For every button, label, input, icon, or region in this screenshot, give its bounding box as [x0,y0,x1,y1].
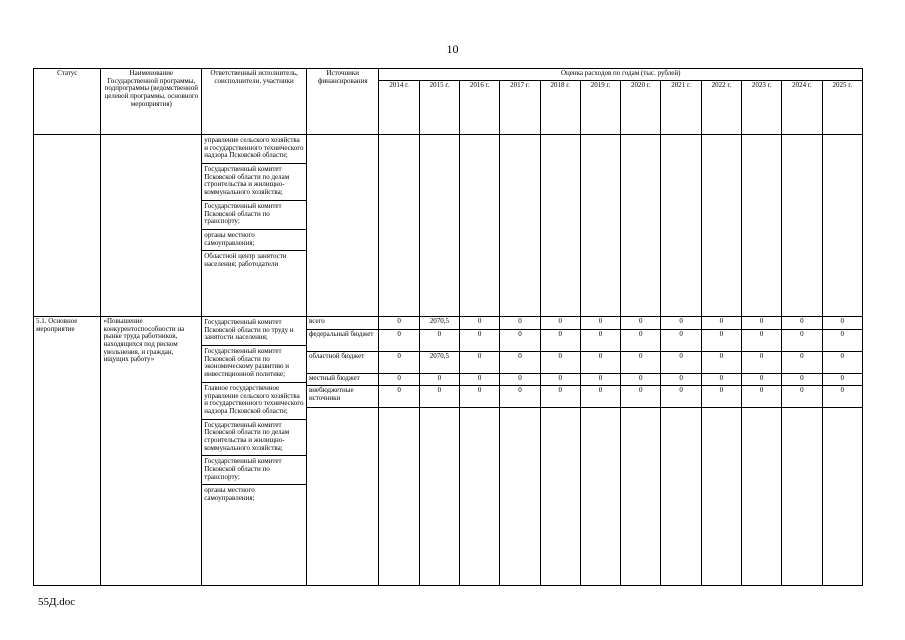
participant-entry: Государственный комитет Псковской области по делам строительства и жилищно-коммунального хозяйства; [202,164,306,201]
funding-value: 0 [580,386,620,408]
funding-value: 0 [500,330,540,352]
participant-entry: Главное государственное управление сельского хозяйства и государственного технического надзора Псковской области; [202,383,306,420]
funding-value: 0 [540,330,580,352]
header-estimate: Оценка расходов по годам (тыс. рублей) [379,69,863,81]
funding-value: 0 [782,330,822,352]
funding-source: местный бюджет [306,374,379,386]
blank-cell [379,408,419,586]
blank-cell [306,408,379,586]
continued-status-cell [34,135,101,317]
participant-entry: Областной центр занятости населения; работодатели [204,252,287,268]
funding-value: 0 [580,317,620,330]
blank-cell [580,408,620,586]
header-year: 2022 г. [701,81,741,135]
funding-value: 0 [822,352,862,374]
participant-entry: Государственный комитет Псковской области по экономическому развитию и инвестиционной политике; [202,346,306,383]
funding-value: 0 [782,386,822,408]
header-sources: Источники финансирования [306,69,379,135]
header-year: 2021 г. [661,81,701,135]
funding-value: 0 [500,374,540,386]
continued-sources-cell [306,135,379,317]
blank-cell [822,408,862,586]
measure-participants-cell [202,317,307,586]
funding-value: 0 [540,352,580,374]
header-year: 2020 г. [621,81,661,135]
continued-block-row [34,135,863,317]
header-status: Статус [34,69,101,135]
blank-cell [621,408,661,586]
funding-value: 0 [540,317,580,330]
participant-entry: органы местного самоуправления; [204,486,255,503]
blank-cell [540,408,580,586]
funding-value: 0 [419,386,459,408]
measure-name-cell: «Повышение конкурентоспособности на рынке труда работников, находящихся под риском увольнения, и граждан, ищущих работу» [101,317,202,586]
participant-entry: управление сельского хозяйства и государственного технического надзора Псковской области; [202,135,306,164]
funding-value: 0 [621,374,661,386]
funding-value: 0 [822,317,862,330]
header-year: 2024 г. [782,81,822,135]
funding-value: 0 [742,330,782,352]
blank-cell [742,408,782,586]
participant-entry: Государственный комитет Псковской области по делам строительства и жилищно-коммунального хозяйства; [202,420,306,457]
participant-entry: Государственный комитет Псковской области по транспорту; [202,456,306,485]
participant-entry: органы местного самоуправления; [202,230,306,251]
continued-name-cell [101,135,202,317]
header-year: 2014 г. [379,81,419,135]
funding-value: 0 [621,352,661,374]
funding-value: 0 [460,374,500,386]
header-year: 2025 г. [822,81,862,135]
funding-value: 0 [822,374,862,386]
funding-value: 0 [500,386,540,408]
header-year: 2017 г. [500,81,540,135]
funding-value: 0 [460,386,500,408]
participant-entry: Государственный комитет Псковской области по транспорту; [202,201,306,230]
blank-cell [782,408,822,586]
funding-value: 0 [580,352,620,374]
funding-value: 0 [782,317,822,330]
header-year: 2019 г. [580,81,620,135]
blank-cell [460,408,500,586]
blank-cell [661,408,701,586]
funding-value: 2070,5 [419,352,459,374]
funding-value: 0 [580,330,620,352]
funding-value: 0 [500,317,540,330]
blank-cell [419,408,459,586]
header-year: 2016 г. [460,81,500,135]
blank-cell [500,408,540,586]
continued-participants-cell [202,135,307,317]
funding-value: 0 [460,330,500,352]
funding-value: 0 [661,330,701,352]
blank-cell [701,408,741,586]
funding-value: 0 [419,330,459,352]
funding-source: всего [306,317,379,330]
funding-value: 0 [580,374,620,386]
funding-value: 0 [621,386,661,408]
funding-source: областной бюджет [306,352,379,374]
header-year: 2015 г. [419,81,459,135]
funding-value: 0 [379,386,419,408]
funding-value: 0 [822,386,862,408]
funding-value: 0 [661,386,701,408]
funding-value: 0 [661,352,701,374]
funding-source: федеральный бюджет [306,330,379,352]
header-name: Наименование Государственной программы, подпрограммы (ведомственной целевой программы, основного мероприятия) [101,69,202,135]
header-year: 2023 г. [742,81,782,135]
budget-table [33,68,863,586]
participant-entry: Государственный комитет Псковской области по труду и занятости населения; [202,317,306,346]
funding-value: 0 [701,330,741,352]
funding-value: 0 [460,317,500,330]
funding-value: 0 [540,386,580,408]
funding-value: 0 [782,352,822,374]
funding-value: 0 [661,374,701,386]
funding-value: 0 [460,352,500,374]
funding-row [34,317,863,330]
funding-value: 0 [621,317,661,330]
funding-value: 0 [701,386,741,408]
funding-value: 0 [500,352,540,374]
funding-value: 0 [782,374,822,386]
measure-status-cell: 5.1. Основное мероприятие [34,317,101,586]
funding-source: внебюджетные источники [306,386,379,408]
funding-value: 0 [701,352,741,374]
funding-value: 0 [742,374,782,386]
page-number: 10 [446,42,459,56]
funding-value: 0 [742,352,782,374]
funding-value: 0 [621,330,661,352]
funding-value: 0 [701,374,741,386]
header-responsible: Ответственный исполнитель, соисполнители, участники [202,69,307,135]
funding-value: 0 [742,317,782,330]
funding-value: 0 [419,374,459,386]
funding-value: 0 [742,386,782,408]
funding-value: 0 [661,317,701,330]
funding-value: 0 [822,330,862,352]
footer-filename: 55Д.doc [38,596,76,608]
funding-value: 0 [379,352,419,374]
funding-value: 0 [379,330,419,352]
funding-value: 0 [540,374,580,386]
funding-value: 0 [379,317,419,330]
funding-value: 0 [701,317,741,330]
funding-value: 2070,5 [419,317,459,330]
header-year: 2018 г. [540,81,580,135]
funding-value: 0 [379,374,419,386]
